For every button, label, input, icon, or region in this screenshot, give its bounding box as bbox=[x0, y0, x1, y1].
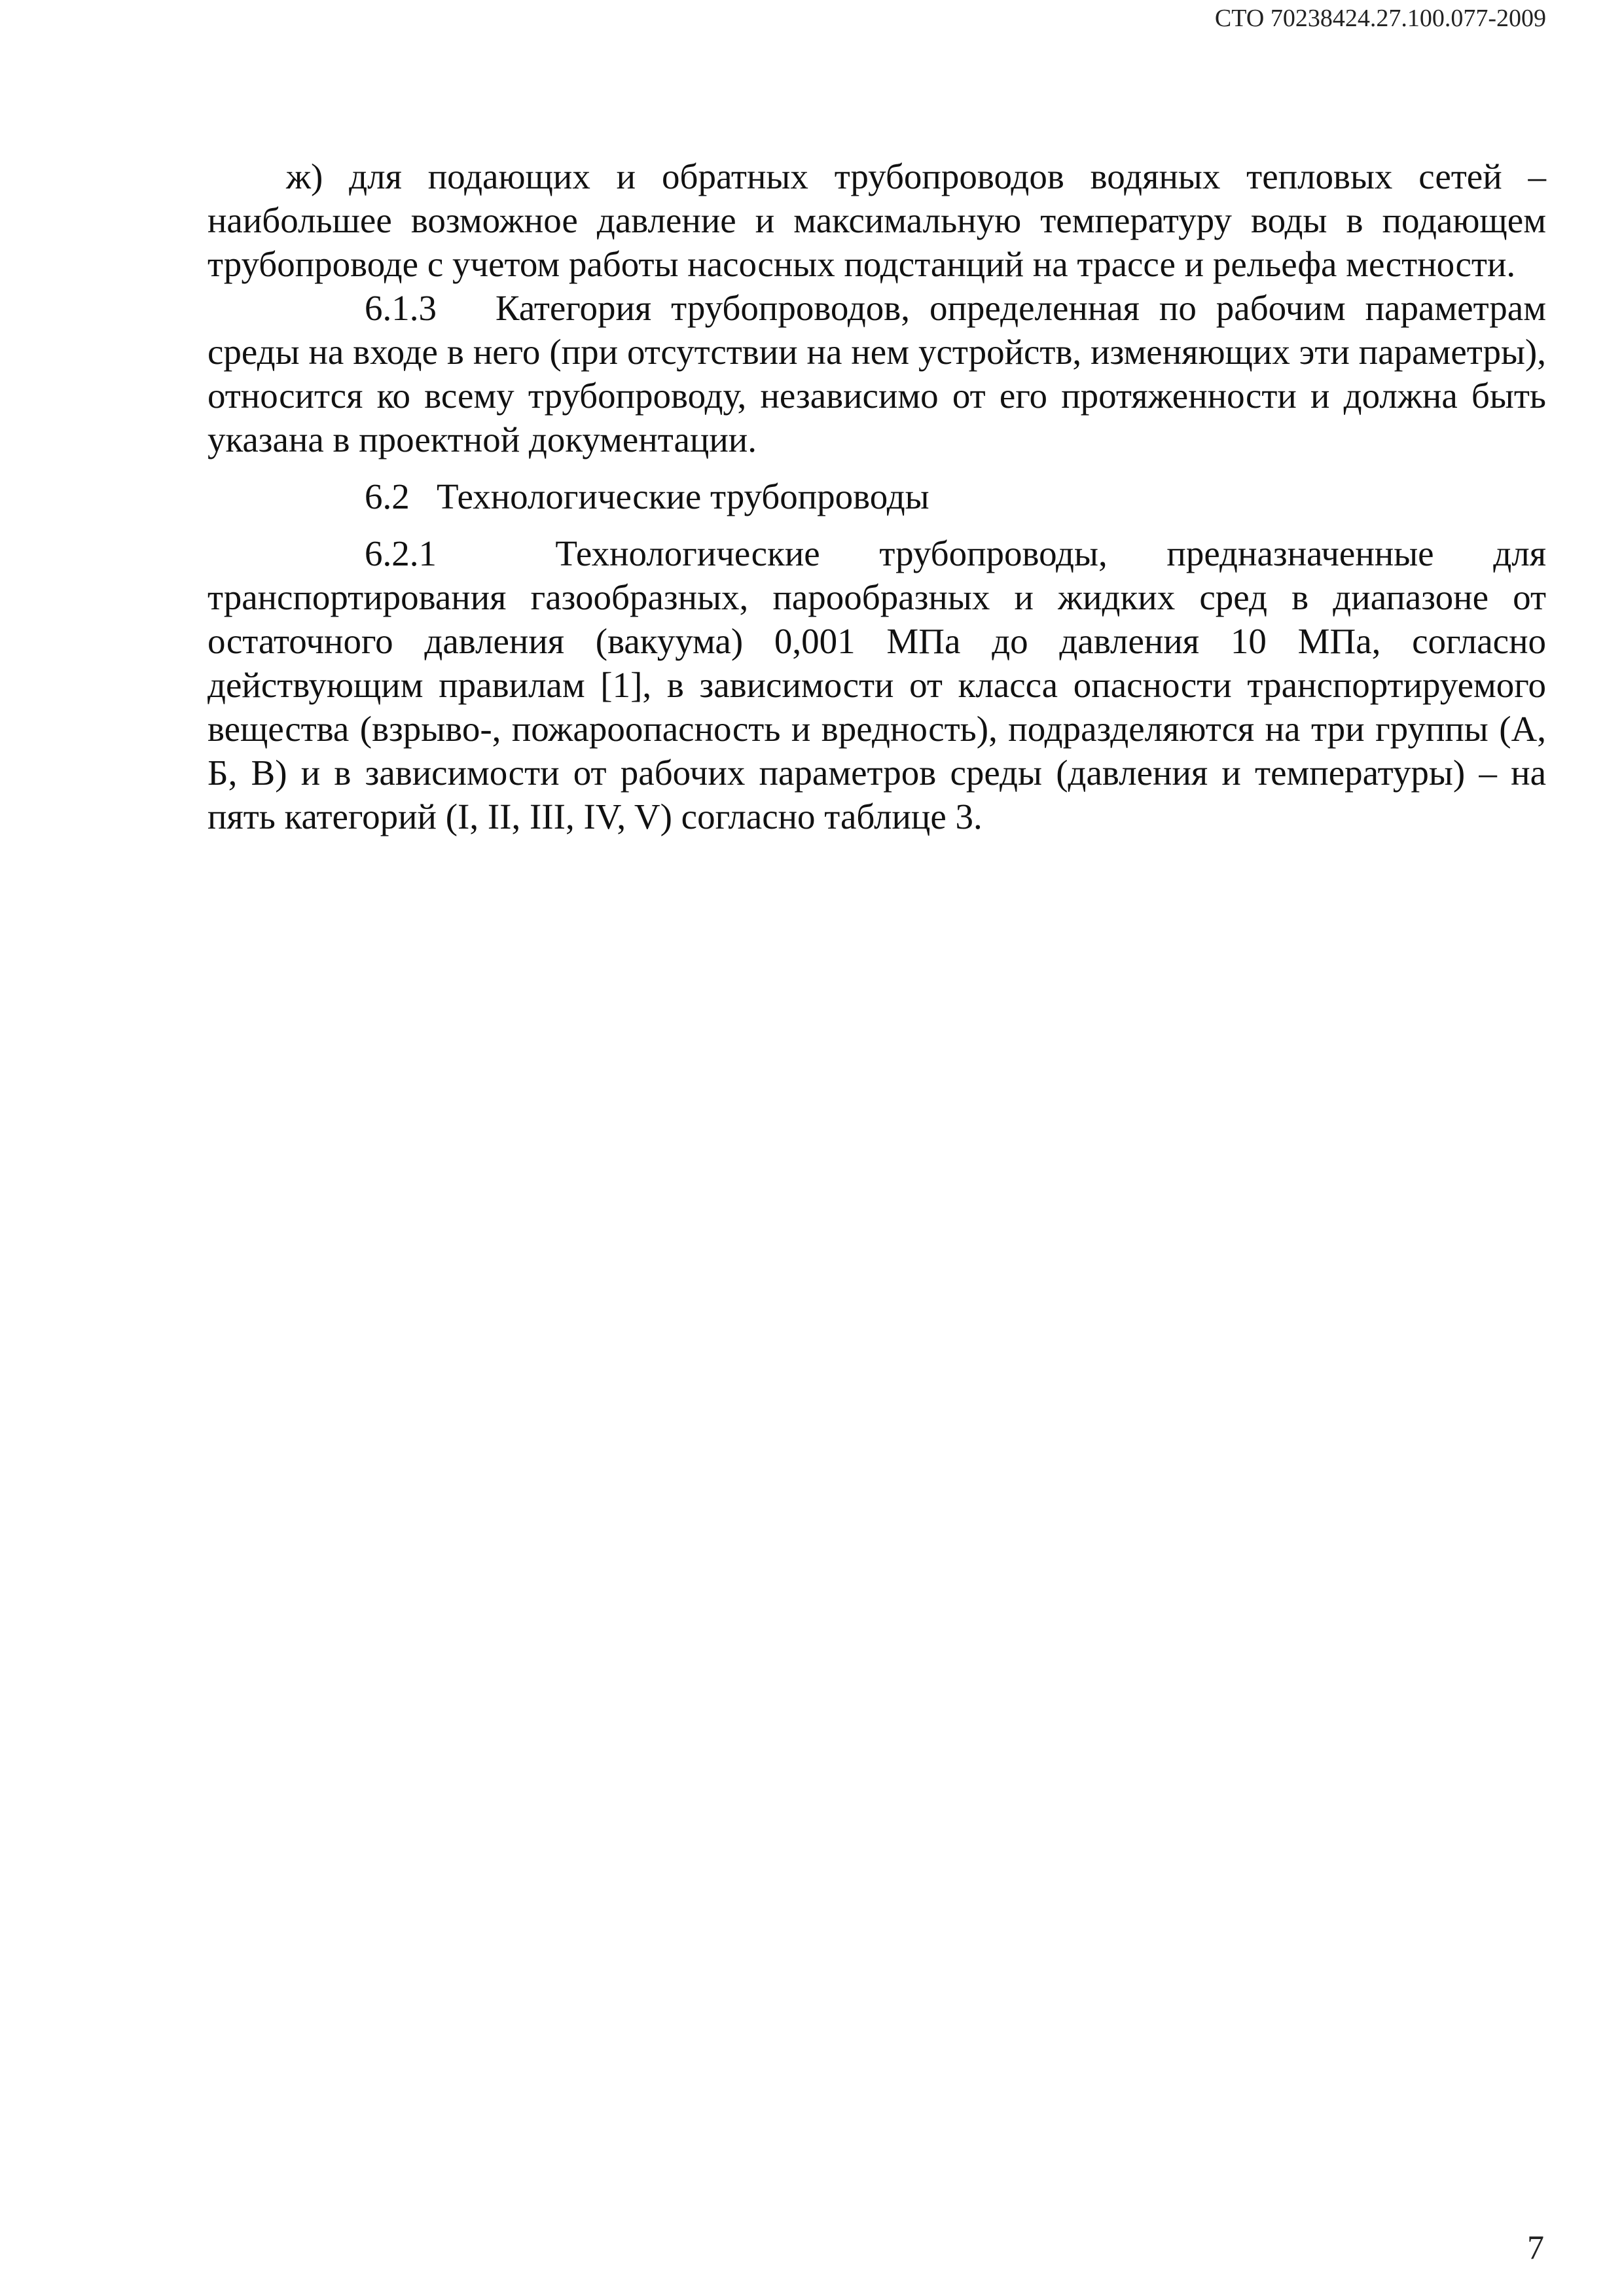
paragraph-item-zh bbox=[208, 154, 1546, 286]
section-title: Технологические трубопроводы bbox=[437, 476, 929, 516]
section-heading-6-2 bbox=[208, 475, 1546, 518]
paragraph-text: ж) для подающих и обратных трубопроводов водяных тепловых сетей – наибольшее возможное давление и максимальную температуру воды в подающем трубопроводе с учетом работы насосных подстанций на трассе и рельефа местности. bbox=[208, 156, 1546, 284]
document-code-header: СТО 70238424.27.100.077-2009 bbox=[1214, 5, 1546, 32]
paragraph-text: Технологические трубопроводы, предназначенные для транспортирования газообразных, парообразных и жидких сред в диапазоне от остаточного давления (вакуума) 0,001 МПа до давления 10 МПа, согласно действующим правилам [1], в зависимости от класса опасности транспортируемого вещества (взрыво-, пожароопасность и вредность), подразделяются на три группы (А, Б, В) и в зависимости от рабочих параметров среды (давления и температуры) – на пять категорий (I, II, III, IV, V) согласно таблице 3. bbox=[208, 533, 1546, 836]
paragraph-6-1-3 bbox=[208, 286, 1546, 461]
page-number: 7 bbox=[1527, 2229, 1544, 2267]
clause-number: 6.2.1 bbox=[365, 533, 437, 573]
clause-number: 6.2 bbox=[365, 476, 410, 516]
paragraph-text: Категория трубопроводов, определенная по рабочим параметрам среды на входе в него (при отсутствии на нем устройств, изменяющих эти параметры), относится ко всему трубопроводу, независимо от его протяженности и должна быть указана в проектной документации. bbox=[208, 288, 1547, 459]
paragraph-6-2-1 bbox=[208, 531, 1546, 838]
clause-number: 6.1.3 bbox=[365, 288, 437, 328]
document-body bbox=[208, 154, 1546, 838]
